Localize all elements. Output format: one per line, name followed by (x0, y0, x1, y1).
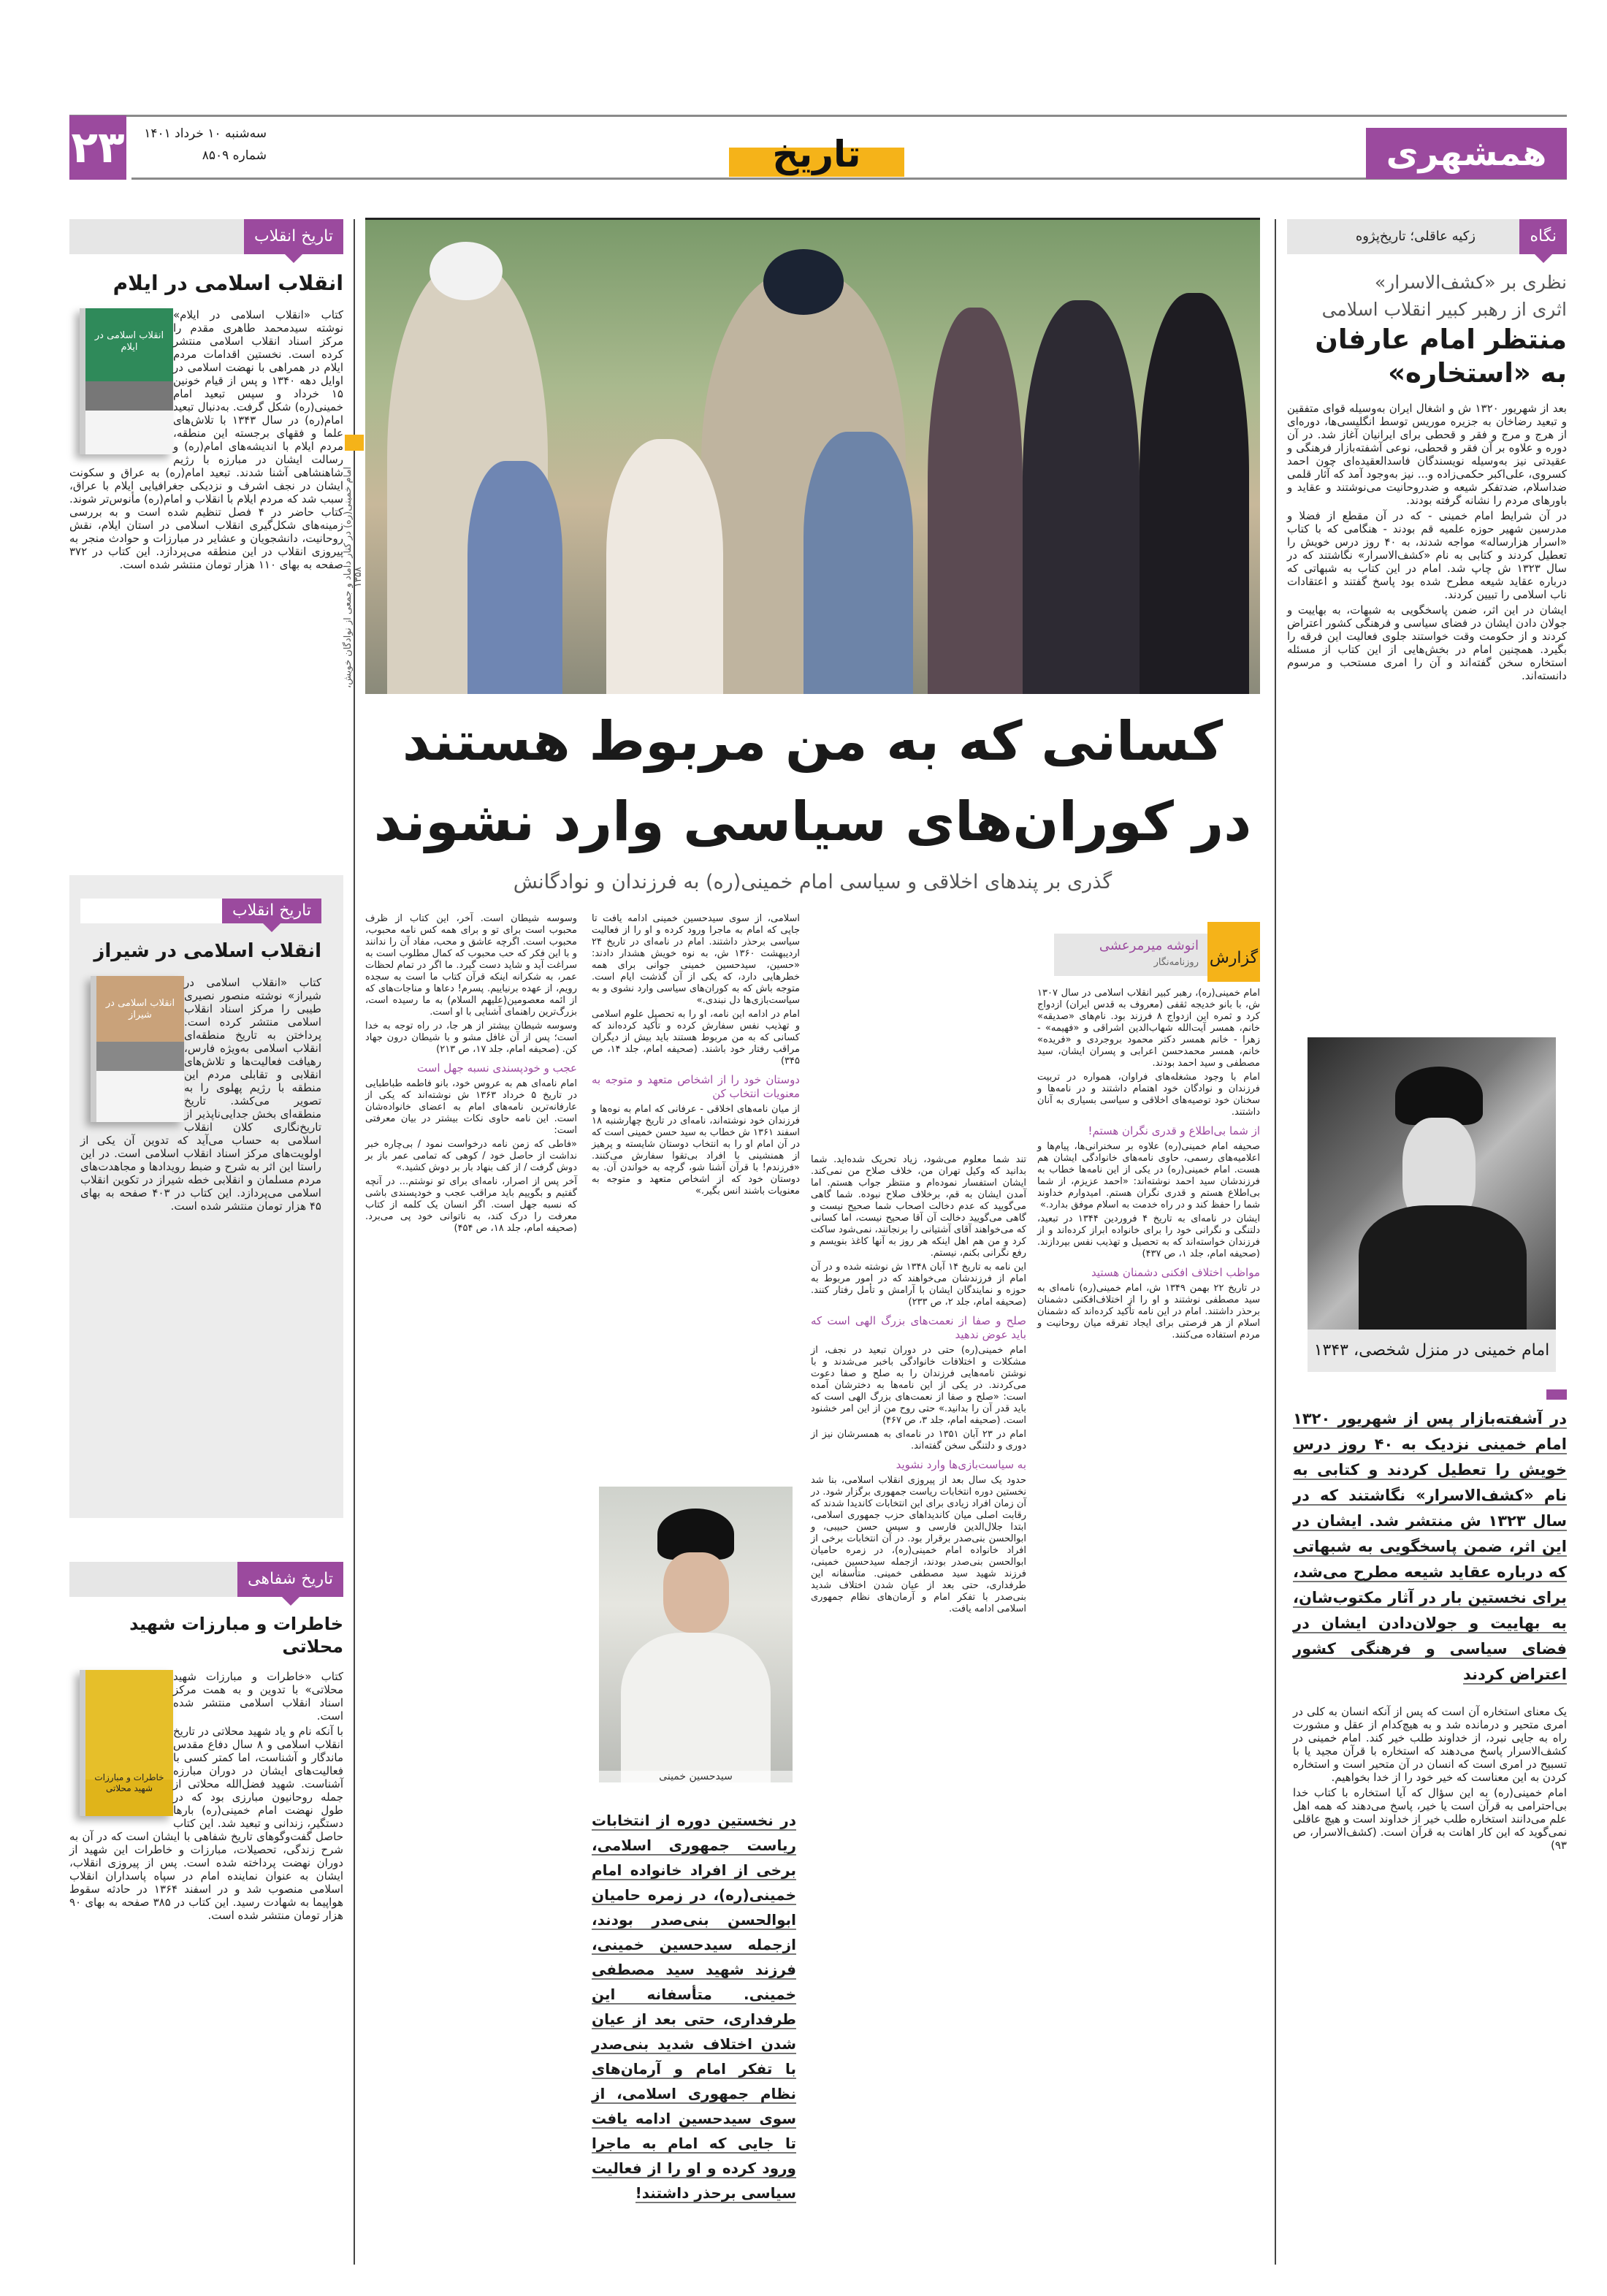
right-column-top (1287, 219, 1567, 684)
paragraph: ایشان در نامه‌ای به تاریخ ۴ فروردین ۱۳۴۴ در تبعید، دلتنگی و نگرانی خود را برای خانواده ابراز کرده‌اند و از فرزندان خواسته‌اند که به تحصیل و تهذیب نفس بپردازند. (صحیفه امام، جلد ۱، ص ۴۳۷) (1037, 1213, 1260, 1259)
section-title-block (729, 133, 904, 177)
author-box (1054, 934, 1207, 976)
issue-date: سه‌شنبه ۱۰ خرداد ۱۴۰۱ (144, 126, 267, 141)
author-name: انوشه میرمرعشی (1099, 938, 1199, 953)
book-title-shiraz: انقلاب اسلامی در شیراز (93, 940, 321, 962)
book-section-ilam (69, 219, 343, 573)
paragraph: ایشان در این اثر، ضمن پاسخگویی به شبهات، به بهاییت و جولان دادن ایشان در فضای سیاسی و فرهنگی کشور اعتراض کردند و از حکومت وقت خواستند جلوی فعالیت این فرقه را بگیرد. همچنین امام در بخش‌هایی از این کتاب از مسئله استخاره سخن گفته‌اند و آن را امری مستحب و مرسوم دانسته‌اند. (1287, 603, 1567, 682)
paragraph: در آن شرایط امام خمینی - که در آن مقطع از فضلا و مدرسین شهیر حوزه علمیه قم بودند - هنگامی که با کتاب «اسرار هزارساله» مواجه شدند، به ۴۰ روز درس خویش را تعطیل کردند و کتابی به نام «کشف‌الاسرار» نگاشتند که در سال ۱۳۲۳ ش چاپ شد. امام در این کتاب به شبهاتی که درباره عقاید شیعه مطرح شده بود پاسخ گفتند و اعتقادات ناب اسلامی را تبیین کردند. (1287, 509, 1567, 601)
pull-quote-text: در نخستین دوره از انتخابات ریاست جمهوری اسلامی، برخی از افراد خانواده امام خمینی(ره)، در زمره حامیان ابوالحسن بنی‌صدر بودند، ازجمله سیدحسین خمینی، فرزند شهید سید مصطفی خمینی. متأسفانه این طرفداری، حتی بعد از عیان شدن اختلاف شدید بنی‌صدر با تفکر امام و آرمان‌های نظام جمهوری اسلامی، از سوی سیدحسین ادامه یافت تا جایی که امام به ماجرا ورود کرده و او را از فعالیت سیاسی برحذر داشتند! (592, 1812, 796, 2202)
section-label: تاریخ انقلاب (244, 219, 343, 254)
section-title: تاریخ (772, 133, 861, 175)
article-column-1 (1037, 988, 1260, 1343)
page-number: ۲۳ (69, 115, 126, 180)
book-cover-mahallati[interactable] (80, 1670, 173, 1816)
book-title-ilam: انقلاب اسلامی در ایلام (112, 271, 343, 295)
subheading: صلح و صفا از نعمت‌های بزرگ الهی است که باید عوض ندهید (811, 1314, 1026, 1341)
paragraph: این نامه به تاریخ ۱۴ آبان ۱۳۴۸ ش نوشته شده و در آن امام از فرزندشان می‌خواهند که در امور مربوط به حوزه و نمایندگان ایشان با آرامش و تأمل رفتار کنند. (صحیفه امام، جلد ۲، ص ۲۳۳) (811, 1262, 1026, 1308)
paragraph: یک معنای استخاره آن است که پس از آنکه انسان به کلی در امری متحیر و درمانده شد و به هیچ‌کدام از عقل و مشورت راه به جایی نبرد، از خداوند طلب خیر کند. امام خمینی در کشف‌الاسرار پاسخ می‌دهند که استخاره با قرآن مجید یا با تسبیح در امری است که انسان در آن متحیر است و استخاره کردن به این معناست که خیر خود را از خدا بخواهیم. (1293, 1705, 1567, 1784)
inset-caption: سیدحسین خمینی (599, 1771, 793, 1782)
purple-marker (1546, 1389, 1567, 1400)
report-label: گزارش (1207, 922, 1260, 982)
turban-shape (1395, 1067, 1483, 1125)
subheading: دوستان خود را از اشخاص متعهد و متوجه به معنویات انتخاب کن (592, 1073, 800, 1100)
main-subtitle: گذری بر پندهای اخلاقی و سیاسی امام خمینی(ره) به فرزندان و نوادگانش (513, 871, 1112, 893)
section-label-negah: نگاه (1519, 219, 1567, 254)
section-label-bar (69, 1562, 343, 1597)
kicker-2: اثری از رهبر کبیر انقلاب اسلامی (1321, 299, 1567, 320)
paragraph: صحیفه امام خمینی(ره) علاوه بر سخنرانی‌ها، پیام‌ها و اعلامیه‌های رسمی، حاوی نامه‌های خانوادگی ایشان هم هست. امام خمینی(ره) در یکی از این نامه‌ها خطاب به فرزندشان سید احمد نوشته‌اند: «احمد عزیزم، از شما بی‌اطلاع هستم و قدری نگران هستم. امیدوارم خداوند شما را حفظ کند و در راه خدمت به اسلام موفق بدارد.» (1037, 1141, 1260, 1210)
article-title-line-1: منتظر امام عارفان (1315, 324, 1567, 355)
child-figure (467, 461, 562, 694)
author-byline: زکیه عاقلی؛ تاریخ‌پژوه (1355, 229, 1476, 244)
paragraph: وسوسه شیطان است. آخر، این کتاب از ظرف محبوب است برای تو و برای همه کس نامه محبوب، محبوب است. اگرچه عاشق و محب، مفاد آن را ندانند و با این فکر که حب محبوب که کمال مطلوب است به سراغت آید و شاید دست گیرد. ما اگر در تمام لحظات عمر، به شکرانه اینکه قرآن کتاب ما است به سجده رویم، از عهده برنیاییم. پسرم! دعاها و مناجات‌های که از ائمه معصومین(علیهم السلام) به ما رسیده است، بزرگ‌ترین راهنمای آشنایی با او است. (365, 913, 577, 1018)
article-title-line-2: به «استخاره» (1388, 357, 1567, 389)
issue-info (135, 123, 267, 167)
paragraph: امام در ادامه این نامه، او را به تحصیل علوم اسلامی و تهذیب نفس سفارش کرده و تأکید کرده‌اند که کسانی که به من مربوط هستند باید بیش از دیگران مراقب رفتار خود باشند. (صحیفه امام، جلد ۱۴، ص ۳۴۵) (592, 1009, 800, 1067)
caption-marker (345, 435, 364, 451)
paragraph: امام خمینی(ره) حتی در دوران تبعید در نجف، از مشکلات و اختلافات خانوادگی باخبر می‌شدند و با نوشتن نامه‌هایی فرزندان را به صلح و صفا دعوت می‌کردند. در یکی از این نامه‌ها به دخترشان آمده است: «صلح و صفا از نعمت‌های بزرگ الهی است که باید قدر آن را بدانید.» حتی روح من از این امر خشنود است. (صحیفه امام، جلد ۳، ص ۴۶۷) (811, 1345, 1026, 1426)
book-cover-title: خاطرات و مبارزات شهید محلاتی (94, 1772, 164, 1794)
seyed-hossein-photo[interactable] (599, 1487, 793, 1782)
white-turban (430, 242, 503, 300)
subheading: از شما بی‌اطلاع و قدری نگران هستم! (1088, 1124, 1260, 1137)
paragraph: تند شما معلوم می‌شود، زیاد تحریک شده‌اید. شما بدانید که وکیل تهران من، خلاف صلاح من نمی‌کند. ایشان استفسار نموده‌ام و منتظر جواب هستم. اما آمدن ایشان به قم، برخلاف صلاح نبوده. شما گاهی می‌گویید که عدم دخالت اصحاب شما صحیح نیست و گاهی می‌گویید دخالت آن آقا صحیح نیست، اما کسانی که می‌خواهند آقای آشتیانی را برنجانند، نمی‌شود ساکت کرد و من هم اهل اینکه هر روز به آنها کاغذ بنویسم و رفع نگرانی بکنم، نیستم. (811, 1154, 1026, 1259)
paragraph: امام نامه‌ای هم به عروس خود، بانو فاطمه طباطبایی در تاریخ ۵ خرداد ۱۳۶۳ ش نوشته‌اند که یکی از عارفانه‌ترین نامه‌های امام به اعضای خانواده‌شان است. این نامه حاوی نکات بیشتر در بیان معرفتی است: (365, 1078, 577, 1136)
person-figure (1140, 293, 1249, 694)
family-group-photo[interactable] (365, 218, 1260, 694)
paragraph: در تاریخ ۲۲ بهمن ۱۳۴۹ ش، امام خمینی(ره) نامه‌ای به سید مصطفی نوشتند و او را از اختلاف‌افکنی دشمنان برحذر داشتند. امام در این نامه تأکید کرده‌اند که دشمنان اسلام از هر فرصتی برای ایجاد تفرقه میان روحانیت و مردم استفاده می‌کنند. (1037, 1283, 1260, 1340)
paragraph: آخر پس از اصرار، نامه‌ای برای تو نوشتم... در آنچه گفتیم و بگوییم باید مراقب عجب و خودپسندی باشی که نسبه جهل است. اگر انسان یک کلمه از کتاب معرفت را درک کند، به ناتوانی خود پی می‌برد. (صحیفه امام، جلد ۱۸، ص ۴۵۴) (365, 1176, 577, 1234)
paragraph: امام خمینی(ره) به این سؤال که آیا استخاره با کتاب خدا بی‌احترامی به قرآن است یا خیر، پاسخ می‌دهند که همه اهل علم می‌دانند استخاره طلب خیر از خداوند است و هیچ عاقلی نمی‌گوید که این کار اهانت به قرآن است. (کشف‌الاسرار، ص ۹۳) (1293, 1786, 1567, 1852)
pull-quote (592, 1808, 796, 2205)
book-cover-title: انقلاب اسلامی در شیراز (105, 997, 175, 1021)
paragraph: امام خمینی(ره)، رهبر کبیر انقلاب اسلامی در سال ۱۳۰۷ ش، با بانو خدیجه ثقفی (معروف به قدس ایران) ازدواج کرد و ثمره این ازدواج ۸ فرزند بود. نام‌های «صدیقه» خانم، همسر آیت‌الله شهاب‌الدین اشراقی و «فهیمه» - زهرا - خانم همسر دکتر محمود بروجردی و «فریده» خانم، همسر محمدحسن اعرابی و پسران ایشان، سید مصطفی و سید احمد بودند. (1037, 988, 1260, 1069)
black-turban (763, 249, 844, 315)
paragraph: از میان نامه‌های اخلاقی - عرفانی که امام به نوه‌ها و فرزندان خود نوشته‌اند، نامه‌ای در تاریخ چهارشنبه ۱۸ اسفند ۱۳۶۱ ش خطاب به سید حسن خمینی است که در آن امام او را به انتخاب دوستان شایسته و پرهیز از همنشینی با افراد بی‌تقوا سفارش می‌کنند. «فرزندم! با قرآن آشنا شو، گرچه به خواندن آن. به دوستان خود که از اشخاص متعهد و متوجه به معنویات باشند انس بگیر.» (592, 1104, 800, 1197)
header-top-rule (69, 115, 1567, 117)
child-figure (804, 432, 913, 694)
article-body (1287, 402, 1567, 682)
highlight-quote-text: در آشفته‌بازار پس از شهریور ۱۳۲۰ امام خمینی نزدیک به ۴۰ روز درس خویش را تعطیل کردند و کتابی به نام «کشف‌الاسرار» نگاشتند که در سال ۱۳۲۳ ش منتشر شد. ایشان در این اثر، ضمن پاسخگویی به شبهاتی که درباره عقاید شیعه مطرح می‌شد، برای نخستین بار در آثار مکتوب‌شان، به بهاییت و جولان‌دادن ایشان در فضای سیاسی و فرهنگی کشور اعتراض کردند (1293, 1410, 1567, 1683)
book-cover-shiraz[interactable] (91, 976, 184, 1122)
paragraph: حدود یک سال بعد از پیروزی انقلاب اسلامی، بنا شد نخستین دوره انتخابات ریاست جمهوری برگزار شود. در آن زمان افراد زیادی برای این انتخابات کاندیدا شدند که رقابت اصلی میان کاندیداهای حزب جمهوری اسلامی، ابتدا جلال‌الدین فارسی و سپس حسن حبیبی، و ابوالحسن بنی‌صدر برقرار بود. در آن انتخابات برخی از افراد خانواده امام خمینی(ره)، در زمره حامیان ابوالحسن بنی‌صدر بودند، ازجمله سیدحسین خمینی، فرزند شهید سید مصطفی خمینی. متأسفانه این طرفداری، حتی بعد از عیان شدن اختلاف شدید بنی‌صدر با تفکر امام و آرمان‌های نظام جمهوری اسلامی ادامه یافت. (811, 1475, 1026, 1614)
right-column-bottom (1293, 1406, 1567, 1854)
main-headline-line-1: کسانی که به من مربوط هستند (402, 710, 1224, 773)
kicker-1: نظری بر «کشف‌الاسرار» (1374, 272, 1567, 293)
section-label-bar (69, 219, 343, 254)
article-body-continued (1293, 1705, 1567, 1852)
article-column-2 (811, 1154, 1026, 1617)
person-figure (928, 308, 1023, 694)
newspaper-logo[interactable]: همشهری (1366, 128, 1567, 179)
robe-shape (1359, 1205, 1527, 1330)
book-review-shiraz (80, 976, 321, 1213)
paragraph: وسوسه شیطان بیشتر از هر جا، در راه توجه به خدا است؛ پس از آن غافل مشو و با شیطان درون جهاد کن. (صحیفه امام، جلد ۱۷، ص ۲۱۳) (365, 1021, 577, 1055)
article-column-3 (592, 913, 800, 1200)
subheading: عجب و خودپسندی نسبه جهل است (417, 1061, 577, 1075)
subheading: به سیاست‌بازی‌ها وارد نشوید (896, 1458, 1026, 1471)
child-figure (606, 439, 723, 694)
paragraph: کتاب «انقلاب اسلامی در ایلام» نوشته سیدمحمد طاهری مقدم را مرکز اسناد انقلاب اسلامی منتشر کرده است. نخستین اقدامات مردم ایلام در همراهی با نهضت اسلامی در اوایل دهه ۱۳۴۰ و پس از قیام خونین ۱۵ خرداد و سپس تبعید امام خمینی(ره) شکل گرفت. به‌دنبال تبعید امام(ره) در سال ۱۳۴۳ با تلاش‌های علما و فقهای برجسته این منطقه، مردم ایلام با اندیشه‌های امام(ره) و رسالت ایشان در مبارزه با رژیم شاهنشاهی آشنا شدند. تبعید امام(ره) به عراق و سکونت ایشان در نجف اشرف و نزدیکی جغرافیایی ایلام با عراق، سبب شد که مردم ایلام با انقلاب و امام(ره) مأنوس‌تر شوند. کتاب حاضر در ۴ فصل تنظیم شده است و به بررسی زمینه‌های شکل‌گیری انقلاب اسلامی در استان ایلام، نقش روحانیت، دانشجویان و عشایر در مبارزات و حوادث منجر به پیروزی انقلاب در این منطقه می‌پردازد. این کتاب در ۳۷۲ صفحه به بهای ۱۱۰ هزار تومان منتشر شده است. (69, 308, 343, 572)
paragraph: اسلامی، از سوی سیدحسین خمینی ادامه یافت تا جایی که امام به ماجرا ورود کرده و او را از فعالیت سیاسی برحذر داشتند. امام در نامه‌ای در تاریخ ۲۴ اردیبهشت ۱۳۶۰ ش، به نوه خویش هشدار دادند: «حسین، سیدحسین خمینی جوانی برای همه خطرهایی دارد، که یکی از آن گذشت ایام است. متوجه باش که به کوران‌های سیاسی وارد نشوی و به سیاست‌بازی‌ها دل نبندی.» (592, 913, 800, 1006)
book-review-ilam (69, 308, 343, 571)
section-label-bar (1287, 219, 1567, 254)
book-cover-title: انقلاب اسلامی در ایلام (94, 330, 164, 354)
paragraph: کتاب «انقلاب اسلامی در شیراز» نوشته منصور نصیری طیبی را مرکز اسناد انقلاب اسلامی منتشر کرده است. پرداختن به تاریخ منطقه‌ای انقلاب اسلامی به‌ویژه فارس، رهیافت فعالیت‌ها و تلاش‌های انقلابی و تقابلی مردم این منطقه با رژیم پهلوی را به تصویر می‌کشد. تاریخ منطقه‌ای بخش جدایی‌ناپذیر از تاریخ‌نگاری کلان انقلاب اسلامی به حساب می‌آید که تدوین آن یکی از اولویت‌های مرکز اسناد انقلاب اسلامی است. در این راستا این اثر به شرح و ضبط رویدادها و مجاهدت‌های مردم مسلمان و انقلابی خطه شیراز در تکوین انقلاب اسلامی می‌پردازد. این کتاب در ۴۰۳ صفحه به بهای ۴۵ هزار تومان منتشر شده است. (80, 975, 321, 1213)
paragraph: کتاب «خاطرات و مبارزات شهید محلاتی» با تدوین و به همت مرکز اسناد انقلاب اسلامی منتشر شده است. (173, 1670, 343, 1723)
paragraph: امام با وجود مشغله‌های فراوان، همواره در تربیت فرزندان و نوادگان خود اهتمام داشتند و در نامه‌ها و سخنان خود توصیه‌های اخلاقی و سیاسی بسیاری به آنان داشتند. (1037, 1072, 1260, 1118)
paragraph: بعد از شهریور ۱۳۲۰ ش و اشغال ایران به‌وسیله قوای متفقین و تبعید رضاخان به جزیره موریس توسط انگلیسی‌ها، دوره‌ای از هرج و مرج و فقر و قحطی برای ایرانیان آغاز شد. در آن دوره و علاوه بر آن فقر و قحطی، نوعی آشفته‌بازار فرهنگی و عقیدتی نیز به‌وسیله نویسندگان فاسدالعقیده‌ای چون احمد کسروی، علی‌اکبر حکمی‌زاده و... نیز به‌وجود آمد که آثار قلمی ضداسلام، ضدتفکر شیعه و ضدروحانیت می‌نوشتند و عقاید و باورهای مردم را نشانه گرفته بودند. (1287, 402, 1567, 507)
author-role: روزنامه‌نگار (1153, 957, 1199, 968)
highlight-quote (1293, 1406, 1567, 1687)
face-shape (663, 1552, 729, 1633)
paragraph: «فاطی که زمن نامه درخواست نمود / بی‌چاره خبر نداشت از حاصل خود / کوهی که تمامی عمر باز بر دوش گرفت / از کف بنهاد بار بر دوش کشید.» (365, 1139, 577, 1173)
main-photo-caption: امام خمینی(ره) در کنار داماد و جمعی از نوادگان خویش، ۱۳۵۸ (343, 466, 364, 688)
issue-number: شماره ۸۵۰۹ (202, 148, 267, 163)
paragraph: با آنکه نام و یاد شهید محلاتی در تاریخ انقلاب اسلامی و ۸ سال دفاع مقدس ماندگار و آشناست، اما کمتر کسی با فعالیت‌های ایشان در دوران مبارزه آشناست. شهید فضل‌الله محلاتی از جمله روحانیون مبارزی بود که در طول نهضت امام خمینی(ره) بارها دستگیر، زندانی و تبعید شد. این کتاب حاصل گفت‌وگوهای تاریخ شفاهی با ایشان است که در آن به شرح زندگی، تحصیلات، مبارزات و خاطرات این شهید از دوران نهضت پرداخته شده است. پس از پیروزی انقلاب، ایشان به عنوان نماینده امام در سپاه پاسداران انقلاب اسلامی منصوب شد و در اسفند ۱۳۶۴ در حادثه سقوط هواپیما به شهادت رسید. این کتاب در ۳۸۵ صفحه به بهای ۹۰ هزار تومان منتشر شده است. (69, 1725, 343, 1923)
header-bottom-rule (131, 178, 1567, 180)
portrait-caption: امام خمینی در منزل شخصی، ۱۳۴۳ (1308, 1330, 1556, 1372)
book-panel-shiraz (69, 875, 343, 1518)
book-review-mahallati (69, 1670, 343, 1922)
book-cover-ilam[interactable] (80, 308, 173, 454)
book-section-mahallati (69, 1562, 343, 1924)
section-label: تاریخ شفاهی (237, 1562, 343, 1597)
robe-shape (621, 1633, 771, 1782)
paragraph: امام در ۲۳ آبان ۱۳۵۱ در نامه‌ای به همسرشان نیز از دوری و دلتنگی سخن گفته‌اند. (811, 1429, 1026, 1452)
column-divider-right (1275, 219, 1276, 2265)
imam-portrait-photo[interactable] (1308, 1037, 1556, 1330)
article-heading (1287, 269, 1567, 390)
subheading: مواظب اختلاف افکنی دشمنان هستید (1091, 1266, 1260, 1279)
article-column-4 (365, 913, 577, 1237)
section-label: تاریخ انقلاب (222, 899, 321, 923)
section-label-bar (80, 899, 321, 923)
person-figure (1023, 300, 1140, 694)
book-title-mahallati: خاطرات و مبارزات شهید محلاتی (129, 1614, 343, 1658)
main-headline-line-2: در کوران‌های سیاسی وارد نشوند (373, 790, 1252, 853)
